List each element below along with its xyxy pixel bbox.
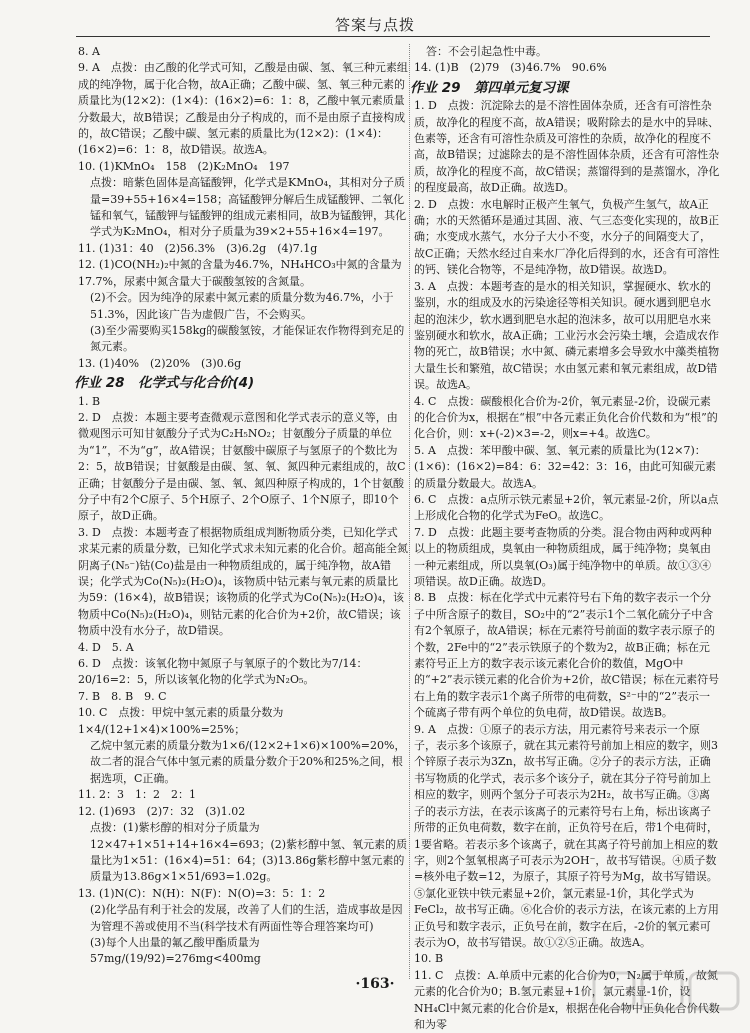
answer-item: 6. C 点拨：a点所示铁元素显+2价，氧元素显-2价，所以a点上形成化合物的化学式为FeO。故选C。 xyxy=(414,492,719,523)
answer-item: 11. (1)31：40 (2)56.3% (3)6.2g (4)7.1g xyxy=(78,241,318,255)
watermark-logo-icon xyxy=(592,969,742,1013)
answer-note: (2)化学品有利于社会的发展，改善了人们的生活，造成事故是因为管理不善或使用不当(科学技术有两面性等合理答案均可) xyxy=(90,903,403,933)
answer-item: 14. (1)B (2)79 (3)46.7% 90.6% xyxy=(414,61,607,75)
section-title-29: 作业 29 第四单元复习课 xyxy=(410,79,569,96)
answer-item: 2. D 点拨：本题主要考查微观示意图和化学式表示的意义等，由微观图示可知甘氨酸分子式为C₂H₅NO₂；甘氨酸分子质量的单位为“1”，不为“g”，故A错误；甘氨酸中碳原子与氢原子的个数比为2：5，故B错误；甘氨酸是由碳、氢、氧、氮四种元素组成的，故C正确；甘氨酸分子是由碳、氢、氧、氮四种原子构成的，1个甘氨酸分子中有2个C原子、5个H原子、2个O原子、1个N原子，即10个原子，故D正确。 xyxy=(78,410,406,523)
answer-item: 9. A 点拨：由乙酸的化学式可知，乙酸是由碳、氢、氧三种元素组成的纯净物，属于化合物，故A正确；乙酸中碳、氢、氧三种元素的质量比为(12×2)：(1×4)：(16×2)=6：1：8，乙酸中氧元素质量分数最大，故B错误；乙酸是由分子构成的，而不是由原子直接构成的，故C错误；乙酸中碳、氢元素的质量比为(12×2)：(1×4)：(16×2)=6：1：8，故D错误。故选A。 xyxy=(78,61,408,157)
answer-item: 7. D 点拨：此题主要考查物质的分类。混合物由两种或两种以上的物质组成，臭氧由一种物质组成，属于纯净物；臭氧由一种元素组成，所以臭氧(O₃)属于纯净物中的单质。故①③④项错误。故D正确。故选D。 xyxy=(414,525,712,588)
answer-note: (3)每个人出量的氟乙酸甲酯质量为 xyxy=(90,935,260,949)
header-title: 答案与点拨 xyxy=(334,16,415,34)
answer-item: 8. B 点拨：标在化学式中元素符号右下角的数字表示一个分子中所含原子的数目，SO₂中的“2”表示1个二氧化硫分子中含有2个氧原子，故A错误；标在元素符号前面的数字表示原子的个数，2Fe中的“2”表示铁原子的个数为2，故B正确；标在元素符号正上方的数字表示该元素化合价的数值，MgO中的“+2”表示镁元素的化合价为+2价，故C错误；标在元素符号右上角的数字表示1个离子所带的电荷数，S²⁻中的“2”表示一个硫离子带有两个单位的负电荷，故D错误。故选B。 xyxy=(414,591,720,720)
answer-note: (3)至少需要购买158kg的碳酸氢铵，才能保证农作物得到充足的氮元素。 xyxy=(90,323,405,354)
left-column xyxy=(74,44,408,968)
answer-item: 3. A 点拨：本题考查的是水的相关知识，掌握硬水、软水的鉴别，水的组成及水的污染途径等相关知识。硬水遇到肥皂水起的泡沫少，软水遇到肥皂水起的泡沫多，故可以用肥皂水来鉴别硬水和软水，故A正确；工业污水会污染土壤，会造成农作物的死亡，故B错误；水中氮、磷元素增多会导致水中藻类植物大量生长和繁殖，故C错误；水由氢元素和氧元素组成，故D错误。故选A。 xyxy=(414,279,720,392)
answer-item: 8. A xyxy=(78,45,100,58)
answer-item: 3. D 点拨：本题考查了根据物质组成判断物质分类，已知化学式求某元素的质量分数，已知化学式求未知元素的化合价。超高能全氮阴离子(N₅⁻)钴(Co)盐是由一种物质组成的，属于纯净物，故A错误；化学式为Co(N₅)₂(H₂O)₄，该物质中钴元素与氧元素的质量比为59：(16×4)，故B错误；该物质的化学式为Co(N₅)₂(H₂O)₄，该物质中Co(N₅)₂(H₂O)₄，则钴元素的化合价为+2价，故C错误；该物质中没有水分子，故D错误。 xyxy=(78,525,408,638)
answer-item: 11. C 点拨：A.单质中元素的化合价为0，N₂属于单质，故氮元素的化合价为0；B.氢元素显+1价，氯元素显-1价，设NH₄Cl中氮元素的化合价是x，根据在化合物中正负化合价代数和为零 xyxy=(414,968,720,1031)
answer-item: 10. B xyxy=(414,952,444,966)
answer-item: 4. C 点拨：碳酸根化合价为-2价，氧元素显-2价，设碳元素的化合价为x，根据在“根”中各元素正负化合价代数和为“根”的化合价，则：x+(-2)×3=-2，则x=+4。故选C。 xyxy=(414,394,718,441)
answer-item: 11. 2：3 1：2 2：1 xyxy=(78,788,196,802)
header-rule xyxy=(76,36,710,37)
answer-item: 1. B xyxy=(78,394,101,408)
answer-note: 答：不会引起急性中毒。 xyxy=(426,45,547,58)
answer-item: 9. A 点拨：①原子的表示方法，用元素符号来表示一个原子，表示多个该原子，就在其元素符号前加上相应的数字，则3个锌原子表示为3Zn，故书写正确。②分子的表示方法，正确书写物质的化学式，表示多个该分子，就在其分子符号前加上相应的数字，则两个氢分子可表示为2H₂，故书写正确。③离子的表示方法，在表示该离子的元素符号右上角，标出该离子所带的正负电荷数，数字在前，正负符号在后，带1个电荷时，1要省略。若表示多个该离子，就在其离子符号前加上相应的数字，则2个氢氧根离子可表示为2OH⁻，故书写错误。④质子数=核外电子数=12，为原子，其原子符号为Mg，故书写错误。⑤氯化亚铁中铁元素显+2价，氯元素显-1价，其化学式为FeCl₂，故书写正确。⑥化合价的表示方法，在该元素的上方用正负号和数字表示，正负号在前，数字在后，-2价的氧元素可表示为O，故书写错误。故①②⑤正确。故选A。 xyxy=(414,722,719,949)
section-title-28: 作业 28 化学式与化合价(4) xyxy=(74,375,255,392)
answer-note: (2)不会。因为纯净的尿素中氮元素的质量分数为46.7%，小于51.3%，因此该广告为虚假广告，不会购买。 xyxy=(90,291,394,321)
answer-item: 2. D 点拨：水电解时正极产生氧气，负极产生氢气，故A正确；水的天然循环是通过其固、液、气三态变化实现的，故B正确；水变成水蒸气，水分子大小不变，水分子的间隔变大了，故C正确；天然水经过自来水厂净化后得到的水，还含有可溶性的钙、镁化合物等，不是纯净物，故D错误。故选D。 xyxy=(414,197,720,277)
answer-item: 10. (1)KMnO₄ 158 (2)K₂MnO₄ 197 xyxy=(78,159,290,173)
answer-note: 点拨：(1)紫杉醇的相对分子质量为12×47+1×51+14+16×4=693；(2)紫杉醇中氢、氧元素的质量比为1×51：(16×4)=51：64；(3)13.86g紫杉醇中氢元素的质量为13.86g×1×51/693=1.02g。 xyxy=(90,821,408,884)
answer-item: 13. (1)N(C)：N(H)：N(F)：N(O)=3：5：1：2 xyxy=(78,886,326,900)
answer-item: 10. C 点拨：甲烷中氢元素的质量分数为1×4/(12+1×4)×100%=25%； xyxy=(78,706,284,736)
answer-item: 12. (1)CO(NH₂)₂中氮的含量为46.7%，NH₄HCO₃中氮的含量为17.7%，尿素中氮含量大于碳酸氢铵的含氮量。 xyxy=(78,258,402,288)
right-column xyxy=(410,44,720,1033)
page-number: ·163· xyxy=(355,976,395,992)
answer-item: 4. D 5. A xyxy=(78,640,134,654)
answer-note: 乙烷中氢元素的质量分数为1×6/(12×2+1×6)×100%=20%，故二者的混合气体中氢元素的质量分数介于20%和25%之间，根据选项，C正确。 xyxy=(90,739,406,785)
answer-note: 点拨：暗紫色固体是高锰酸钾，化学式是KMnO₄，其相对分子质量=39+55+16×4=158；高锰酸钾分解后生成锰酸钾、二氧化锰和氧气，锰酸钾与锰酸钾的组成元素相同，故B为锰酸钾，其化学式为K₂MnO₄，相对分子质量为39×2+55+16×4=197。 xyxy=(90,176,407,239)
answer-item: 5. A 点拨：苯甲酸中碳、氢、氧元素的质量比为(12×7)：(1×6)：(16×2)=84：6：32=42：3：16，由此可知碳元素的质量分数最大。故选A。 xyxy=(414,443,717,490)
answer-item: 6. D 点拨：该氧化物中氮原子与氧原子的个数比为7/14：20/16=2：5，所以该氧化物的化学式为N₂O₅。 xyxy=(78,657,368,687)
page-header xyxy=(0,0,750,44)
answer-item: 7. B 8. B 9. C xyxy=(78,689,167,703)
answer-item: 13. (1)40% (2)20% (3)0.6g xyxy=(78,356,242,370)
answer-item: 12. (1)693 (2)7：32 (3)1.02 xyxy=(78,804,246,818)
column-divider xyxy=(409,44,410,979)
answer-item: 1. D 点拨：沉淀除去的是不溶性固体杂质，还含有可溶性杂质，故净化的程度不高，故A错误；吸附除去的是水中的异味、色素等，还含有可溶性杂质及可溶性的杂质，故净化的程度不高，故B错误；过滤除去的是不溶性固体杂质，还含有可溶性杂质，故净化的程度不高，故C错误；蒸馏得到的是蒸馏水，净化的程度最高，故D正确。故选D。 xyxy=(414,99,720,195)
answer-formula: 57mg/(19/92)=276mg<400mg xyxy=(90,952,261,966)
